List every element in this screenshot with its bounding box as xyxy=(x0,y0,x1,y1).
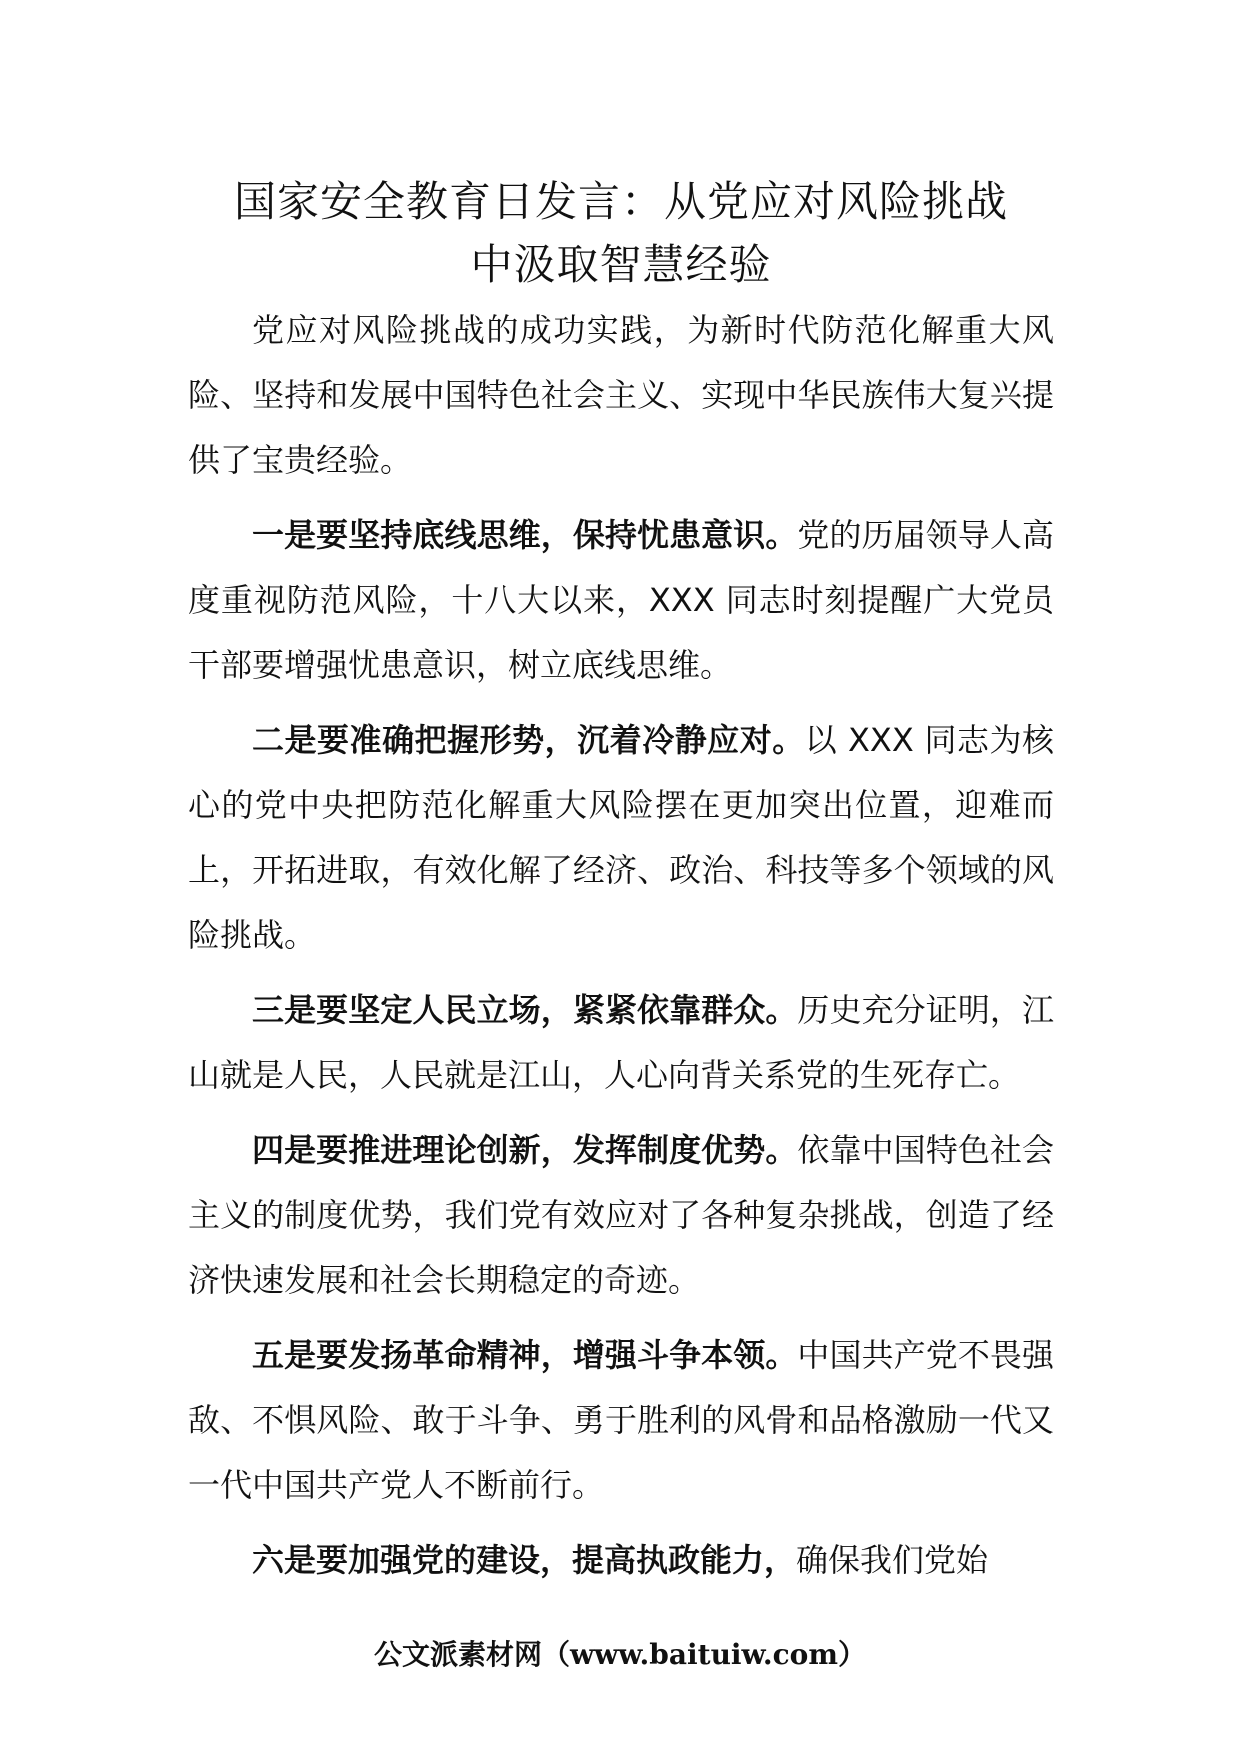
point-heading-5: 五是要发扬革命精神，增强斗争本领。 xyxy=(252,1336,798,1374)
point-heading-2: 二是要准确把握形势，沉着冷静应对。 xyxy=(252,721,805,759)
footer-watermark: 公文派素材网（www.baituiw.com） xyxy=(374,1638,866,1671)
point-paragraph-1 xyxy=(188,503,1054,698)
document-title xyxy=(188,170,1054,296)
point-body-3: 历史充分证明，江山就是人民，人民就是江山，人心向背关系党的生死存亡。 xyxy=(188,991,1054,1094)
point-paragraph-5 xyxy=(188,1323,1054,1518)
point-body-4: 依靠中国特色社会主义的制度优势，我们党有效应对了各种复杂挑战，创造了经济快速发展和社会长期稳定的奇迹。 xyxy=(188,1131,1054,1299)
intro-paragraph: 党应对风险挑战的成功实践，为新时代防范化解重大风险、坚持和发展中国特色社会主义、实现中华民族伟大复兴提供了宝贵经验。 xyxy=(188,311,1054,479)
point-body-6: 确保我们党始 xyxy=(796,1541,989,1579)
point-body-2: 以 XXX 同志为核心的党中央把防范化解重大风险摆在更加突出位置，迎难而上，开拓进取，有效化解了经济、政治、科技等多个领域的风险挑战。 xyxy=(188,721,1054,954)
point-paragraph-3 xyxy=(188,978,1054,1108)
title-line-2: 中汲取智慧经验 xyxy=(470,240,772,289)
point-body-1: 党的历届领导人高度重视防范风险，十八大以来，XXX 同志时刻提醒广大党员干部要增强忧患意识，树立底线思维。 xyxy=(188,516,1054,684)
point-heading-3: 三是要坚定人民立场，紧紧依靠群众。 xyxy=(252,991,798,1029)
point-paragraph-2 xyxy=(188,708,1054,968)
point-paragraph-6 xyxy=(188,1528,1054,1593)
point-heading-1: 一是要坚持底线思维，保持忧患意识。 xyxy=(252,516,798,554)
point-heading-4: 四是要推进理论创新，发挥制度优势。 xyxy=(252,1131,798,1169)
point-body-5: 中国共产党不畏强敌、不惧风险、敢于斗争、勇于胜利的风骨和品格激励一代又一代中国共产党人不断前行。 xyxy=(188,1336,1054,1504)
document-page xyxy=(188,170,1054,1603)
point-heading-6: 六是要加强党的建设，提高执政能力， xyxy=(252,1541,797,1579)
point-paragraph-4 xyxy=(188,1118,1054,1313)
title-line-1: 国家安全教育日发言：从党应对风险挑战 xyxy=(233,177,1008,226)
